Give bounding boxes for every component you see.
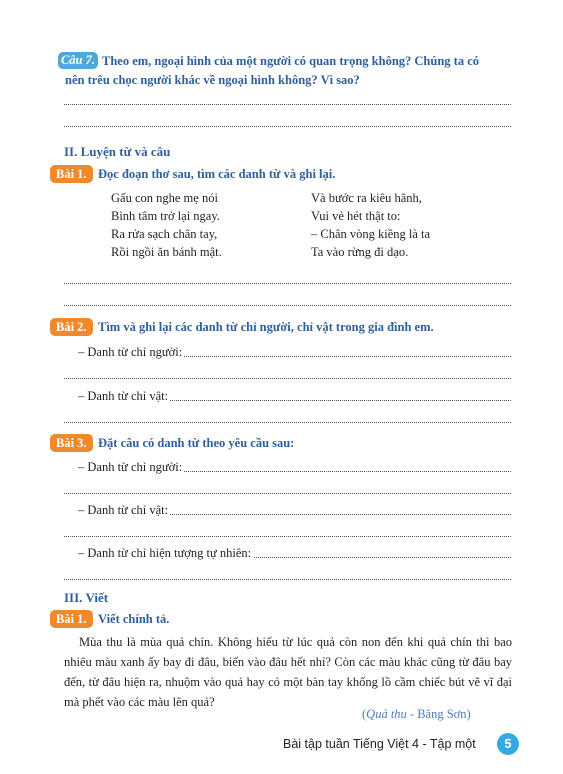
page-number: 5 <box>497 733 519 755</box>
writing-1-badge: Bài 1. <box>50 610 93 628</box>
poem-line: Vui vẻ hét thật to: <box>311 209 401 223</box>
answer-line[interactable] <box>64 305 511 306</box>
source-title: Quả thu <box>366 707 407 721</box>
poem-right-column <box>311 189 430 261</box>
source-open: ( <box>362 707 367 721</box>
answer-line[interactable] <box>64 104 511 105</box>
poem-left-column <box>111 189 222 261</box>
answer-line[interactable] <box>64 126 511 127</box>
poem-line: – Chân vòng kiềng là ta <box>311 227 431 241</box>
poem-line: Và bước ra kiêu hãnh, <box>311 191 422 205</box>
exercise-2-title: Tìm và ghi lại các danh từ chỉ người, chỉ vật trong gia đình em. <box>98 320 434 334</box>
poem-line: Gấu con nghe mẹ nói <box>111 191 218 205</box>
exercise-3-people-label: – Danh từ chỉ người: <box>78 460 183 474</box>
answer-line[interactable] <box>64 422 511 423</box>
source-author: - Băng Sơn) <box>406 707 471 721</box>
question-7-line-2: nên trêu chọc người khác về ngoại hình không? Vì sao? <box>65 73 360 87</box>
answer-line[interactable] <box>64 536 511 537</box>
poem-line: Bình tâm trở lại ngay. <box>111 209 220 223</box>
exercise-3-objects-label: – Danh từ chỉ vật: <box>78 503 169 517</box>
answer-line[interactable] <box>64 283 511 284</box>
writing-1-title: Viết chính tả. <box>98 612 170 626</box>
section-2-heading: II. Luyện từ và câu <box>64 144 171 159</box>
poem-line: Ta vào rừng đi dạo. <box>311 245 409 259</box>
section-3-heading: III. Viết <box>64 590 109 605</box>
dictation-paragraph: Mùa thu là mùa quả chín. Không hiểu từ lúc quả còn non đến khi quả chín thì bao nhiêu màu xanh ấy bay đi đâu, biến vào đâu hết nhỉ? Còn các màu khác cũng từ đâu bay đến, từ đâu hiện ra, nhuộm vào quả hay có một bàn tay khổng lồ cầm chiếc bút vẽ vĩ đại mà phết vào các màu lên quả? <box>64 635 512 709</box>
poem-line: Ra rửa sạch chân tay, <box>111 227 218 241</box>
exercise-3-badge: Bài 3. <box>50 434 93 452</box>
exercise-2-people-label: – Danh từ chỉ người: <box>78 345 183 359</box>
question-7-line-1: Theo em, ngoại hình của một người có quan trọng không? Chúng ta có <box>102 54 479 68</box>
book-title-footer: Bài tập tuần Tiếng Việt 4 - Tập một <box>283 737 476 751</box>
exercise-3-nature-label: – Danh từ chỉ hiện tượng tự nhiên: <box>78 546 252 560</box>
answer-line[interactable] <box>64 378 511 379</box>
dictation-source <box>362 706 471 722</box>
answer-line[interactable] <box>64 579 511 580</box>
exercise-2-objects-label: – Danh từ chỉ vật: <box>78 389 169 403</box>
exercise-1-badge: Bài 1. <box>50 165 93 183</box>
poem-line: Rồi ngồi ăn bánh mật. <box>111 245 222 259</box>
answer-line[interactable] <box>64 493 511 494</box>
exercise-3-title: Đặt câu có danh từ theo yêu cầu sau: <box>98 436 295 450</box>
question-7-badge: Câu 7. <box>58 52 98 69</box>
exercise-1-title: Đọc đoạn thơ sau, tìm các danh từ và ghi lại. <box>98 167 336 181</box>
exercise-2-badge: Bài 2. <box>50 318 93 336</box>
